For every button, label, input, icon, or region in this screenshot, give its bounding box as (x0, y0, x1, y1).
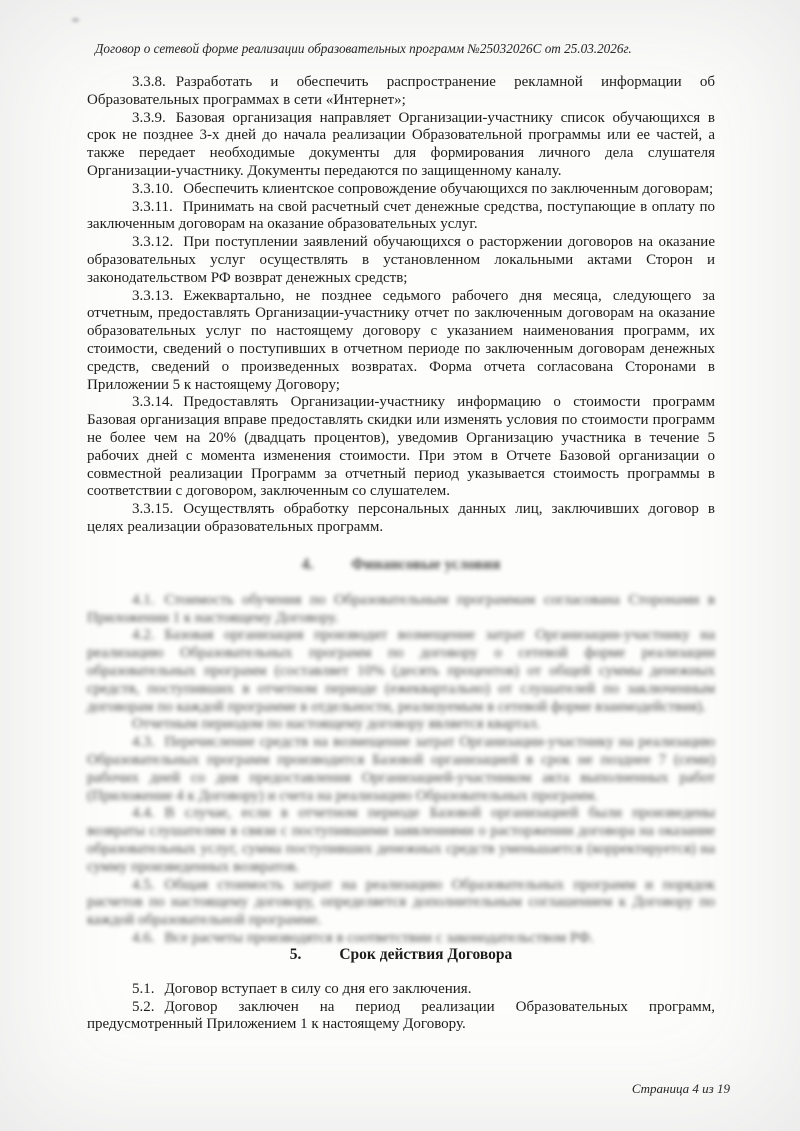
clause-text: Ежеквартально, не позднее седьмого рабочего дня месяца, следующего за отчетным, предоставлять Организации-участнику отчет по заключенным договорам на оказание образовательных услуг по настоящему договору с указанием наименования программ, их стоимости, сведений о поступивших в отчетном периоде по заключенным договорам денежных средств, сведений о произведенных возвратах. Форма отчета согласована Сторонами в Приложении 5 к настоящему Договору; (87, 287, 715, 393)
clause-text: Отчетным периодом по настоящему договору является квартал. (132, 716, 541, 733)
page-number: Страница 4 из 19 (631, 1081, 730, 1096)
document-header: Договор о сетевой форме реализации образовательных программ №25032026С от 25.03.2026г. (95, 41, 632, 56)
clause-3-3-9 (87, 110, 715, 181)
clause-text: Договор вступает в силу со дня его заключения. (164, 980, 472, 997)
section-4-heading (87, 556, 715, 574)
scan-artifact (70, 16, 81, 24)
clause-3-3-8 (87, 74, 715, 110)
clause-3-3-11 (87, 199, 715, 235)
clause-number: 3.3.14. (132, 394, 174, 411)
clause-text: Стоимость обучения по Образовательным программам согласована Сторонами в Приложении 1 к настоящему Договору. (87, 591, 715, 626)
clause-number: 5.2. (132, 998, 155, 1015)
clause-text: Базовая организация направляет Организации-участнику список обучающихся в срок не позднее 3-х дней до начала реализации Образовательной программы или ее частей, а также передает необходимые документы для формирования личного дела слушателя Организации-участнику. Документы передаются по защищенному каналу. (87, 109, 715, 179)
clause-number: 4.5. (132, 876, 155, 893)
section-number: 5. (289, 946, 302, 963)
clause-4-2-note (87, 716, 715, 734)
clause-3-3-15 (87, 501, 715, 537)
section-4-financial-terms-blurred (87, 556, 715, 948)
clause-4-3 (87, 734, 715, 805)
clause-text: Перечисление средств на возмещение затрат Организации-участнику на реализацию Образовательных программ производится Базовой организацией в срок не позднее 7 (семи) рабочих дней со дня предоставления Организацией-участником акта выполненных работ (Приложение 4 к Договору) и счета на реализацию Образовательных программ. (87, 734, 715, 804)
clause-text: Базовая организация производит возмещение затрат Организации-участнику на реализацию Образовательных программ по договору о сетевой форме реализации образовательных программ (составляет 10% (десять процентов) от общей суммы денежных средств, поступивших в отчетном периоде (ежеквартально) от слушателей по заключенным договорам по каждой программе в отдельности, реализуемым в сетевой форме взаимодействия). (87, 627, 715, 715)
clause-3-3-10 (87, 181, 715, 199)
section-5-contract-term (87, 946, 715, 1034)
clause-text: В случае, если в отчетном периоде Базовой организацией были произведены возвраты слушателям в связи с поступившими заявлениями о расторжении договора на оказание образовательных услуг, сумма поступивших денежных средств уменьшается (корректируется) на сумму произведенных возвратов. (87, 805, 715, 875)
clause-text: Осуществлять обработку персональных данных лиц, заключивших договор в целях реализации образовательных программ. (87, 501, 715, 535)
clause-number: 3.3.13. (132, 287, 174, 304)
clause-number: 4.1. (132, 591, 155, 608)
section-5-heading (87, 946, 715, 964)
clause-number: 4.2. (132, 627, 155, 644)
clause-text: Общая стоимость затрат на реализацию Образовательных программ и порядок расчетов по настоящему договору, определяется дополнительным соглашением к Договору по каждой образовательной программе. (87, 876, 715, 929)
clause-3-3-14 (87, 394, 715, 501)
clause-number: 3.3.11. (132, 198, 173, 215)
clause-text: Обеспечить клиентское сопровождение обучающихся по заключенным договорам; (183, 180, 714, 197)
clause-number: 5.1. (132, 980, 155, 997)
clause-number: 3.3.12. (132, 234, 174, 251)
clause-text: Предоставлять Организации-участнику информацию о стоимости программ Базовая организация вправе предоставлять скидки или изменять условия по стоимости программ не более чем на 20% (двадцать процентов), уведомив Организацию участника в течение 5 рабочих дней с момента изменения стоимости. При этом в Отчете Базовой организации о совместной реализации Программ за отчетный период указывается стоимость программы в соответствии с договором, заключенным со слушателем. (87, 394, 715, 500)
clause-5-2 (87, 999, 715, 1035)
clause-number: 4.4. (132, 805, 155, 822)
clause-number: 3.3.15. (132, 501, 174, 518)
clause-number: 3.3.8. (132, 74, 166, 90)
clause-number: 3.3.9. (132, 109, 166, 126)
clause-3-3-13 (87, 288, 715, 395)
section-title: Финансовые условия (351, 556, 501, 573)
clause-4-5 (87, 877, 715, 930)
clause-text: Принимать на свой расчетный счет денежные средства, поступающие в оплату по заключенным договорам на оказание образовательных услуг. (87, 198, 715, 233)
clause-number: 4.6. (132, 929, 155, 946)
clause-text: Договор заключен на период реализации Образовательных программ, предусмотренный Приложением 1 к настоящему Договору. (87, 998, 715, 1033)
clause-4-4 (87, 805, 715, 876)
clause-4-1 (87, 592, 715, 628)
clause-number: 3.3.10. (132, 180, 174, 197)
section-title: Срок действия Договора (339, 946, 513, 963)
clause-text: Разработать и обеспечить распространение рекламной информации об Образовательных программах в сети «Интернет»; (87, 74, 715, 108)
clause-number: 4.3. (132, 734, 155, 751)
clause-text: При поступлении заявлений обучающихся о расторжении договоров на оказание образовательных услуг осуществлять в установленном локальными актами Сторон и законодательством РФ возврат денежных средств; (87, 234, 715, 286)
clause-5-1 (87, 981, 715, 999)
clause-text: Все расчеты производятся в соответствии с законодательством РФ. (164, 929, 594, 946)
clause-3-3-12 (87, 234, 715, 287)
section-number: 4. (301, 556, 314, 573)
clause-4-2 (87, 627, 715, 716)
section-3-obligations (87, 74, 715, 537)
